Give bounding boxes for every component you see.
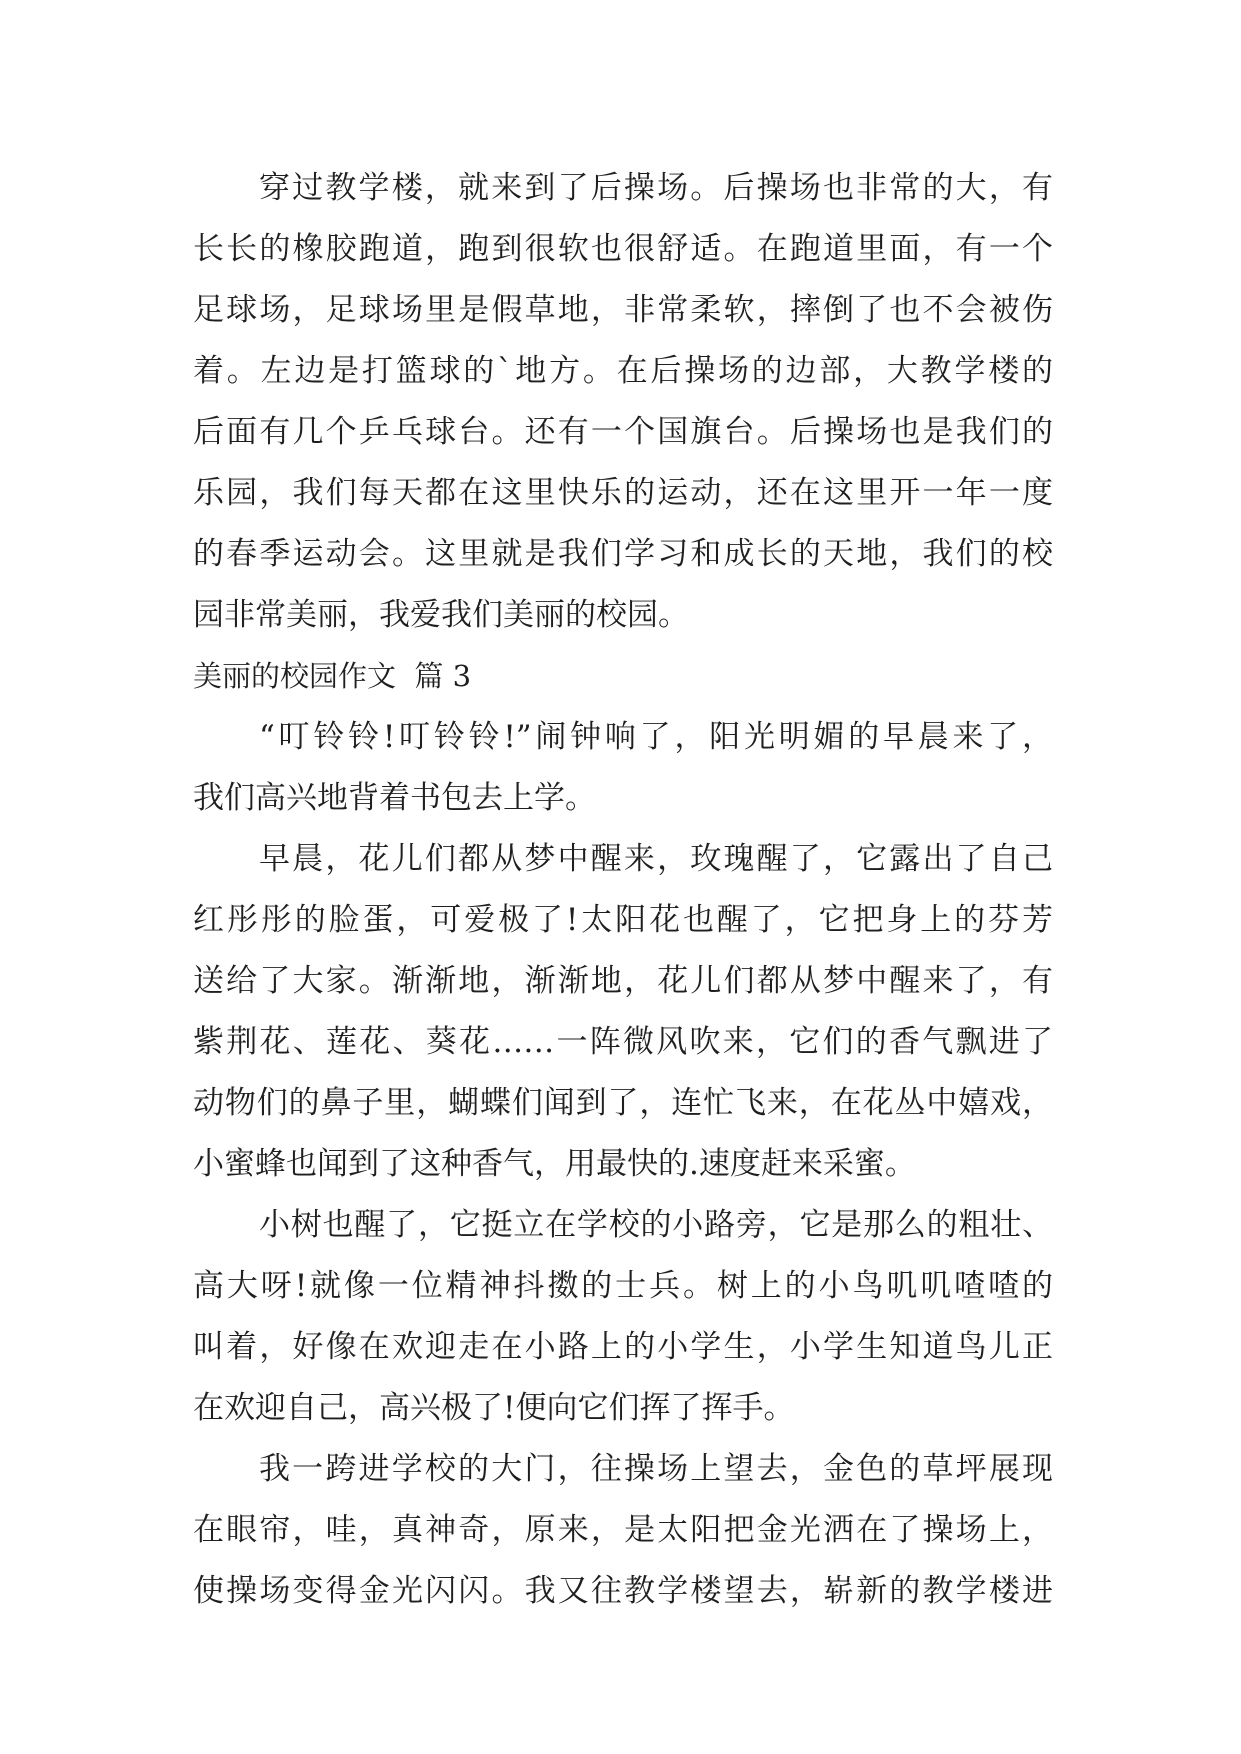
section-heading: 美丽的校园作文 篇 3: [193, 659, 472, 693]
paragraph-5: [193, 1439, 1053, 1622]
paragraph-line: 我们高兴地背着书包去上学。: [193, 780, 596, 816]
paragraph-line: 高大呀!就像一位精神抖擞的士兵。树上的小鸟叽叽喳喳的: [193, 1268, 1053, 1304]
paragraph-line: 使操场变得金光闪闪。我又往教学楼望去，崭新的教学楼进: [193, 1573, 1053, 1609]
paragraph-1: [193, 158, 1053, 646]
document-body: [193, 158, 1053, 1622]
paragraph-line: 早晨，花儿们都从梦中醒来，玫瑰醒了，它露出了自己: [259, 841, 1053, 877]
paragraph-line: 送给了大家。渐渐地，渐渐地，花儿们都从梦中醒来了，有: [193, 963, 1053, 999]
paragraph-line: 小树也醒了，它挺立在学校的小路旁，它是那么的粗壮、: [259, 1207, 1053, 1243]
paragraph-line: 足球场，足球场里是假草地，非常柔软，摔倒了也不会被伤: [193, 292, 1053, 328]
paragraph-line: 叫着，好像在欢迎走在小路上的小学生，小学生知道鸟儿正: [193, 1329, 1053, 1365]
paragraph-line: 小蜜蜂也闻到了这种香气，用最快的.速度赶来采蜜。: [193, 1146, 916, 1182]
paragraph-line: 着。左边是打篮球的`地方。在后操场的边部，大教学楼的: [193, 353, 1053, 389]
paragraph-line: 在欢迎自己，高兴极了!便向它们挥了挥手。: [193, 1390, 795, 1426]
paragraph-line: “叮铃铃!叮铃铃!”闹钟响了，阳光明媚的早晨来了，: [259, 719, 1053, 755]
paragraph-line: 的春季运动会。这里就是我们学习和成长的天地，我们的校: [193, 536, 1053, 572]
paragraph-line: 穿过教学楼，就来到了后操场。后操场也非常的大，有: [259, 170, 1053, 206]
paragraph-3: [193, 829, 1053, 1195]
paragraph-line: 后面有几个乒乓球台。还有一个国旗台。后操场也是我们的: [193, 414, 1053, 450]
paragraph-line: 园非常美丽，我爱我们美丽的校园。: [193, 597, 689, 633]
paragraph-2: [193, 707, 1053, 829]
paragraph-line: 动物们的鼻子里，蝴蝶们闻到了，连忙飞来，在花丛中嬉戏，: [193, 1085, 1053, 1121]
paragraph-line: 乐园，我们每天都在这里快乐的运动，还在这里开一年一度: [193, 475, 1053, 511]
paragraph-4: [193, 1195, 1053, 1439]
paragraph-line: 在眼帘，哇，真神奇，原来，是太阳把金光洒在了操场上，: [193, 1512, 1053, 1548]
paragraph-line: 我一跨进学校的大门，往操场上望去，金色的草坪展现: [259, 1451, 1053, 1487]
paragraph-line: 紫荆花、莲花、葵花……一阵微风吹来，它们的香气飘进了: [193, 1024, 1053, 1060]
paragraph-line: 红彤彤的脸蛋，可爱极了!太阳花也醒了，它把身上的芬芳: [193, 902, 1053, 938]
paragraph-line: 长长的橡胶跑道，跑到很软也很舒适。在跑道里面，有一个: [193, 231, 1053, 267]
